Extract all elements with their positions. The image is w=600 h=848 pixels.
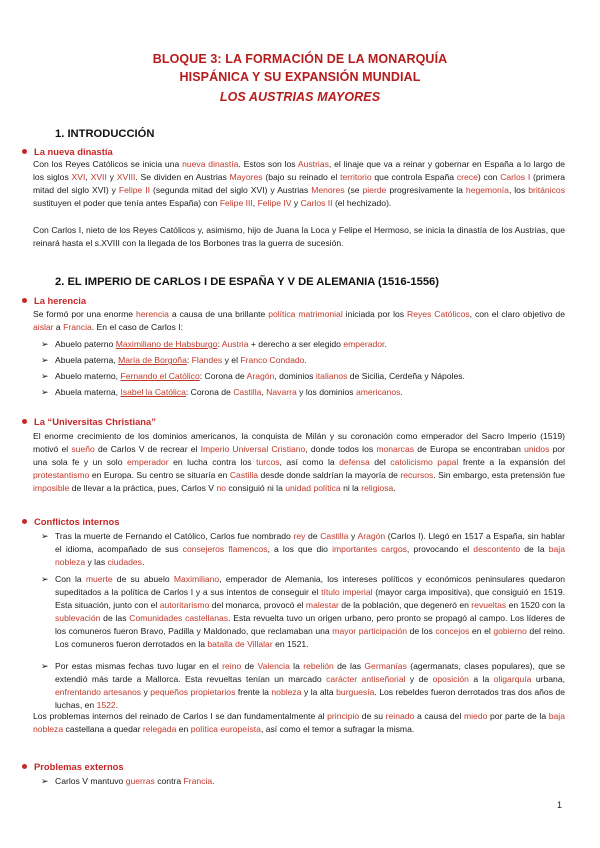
bullet-heading-conflictos-internos: Conflictos internos: [22, 516, 119, 527]
bullet-dot-icon: [22, 764, 27, 769]
paragraph-herencia: Se formó por una enorme herencia a causa de una brillante política matrimonial iniciada por los Reyes Católicos, con el claro objetivo de aislar a Francia. En el caso de Carlos I:: [33, 309, 565, 332]
list-item-abuelo-paterno: ➢ Abuelo paterno Maximiliano de Habsburgo: Austria + derecho a ser elegido emperador.: [41, 339, 387, 349]
list-item-conflicto-2: ➢ Con la muerte de su abuelo Maximiliano, emperador de Alemania, los intereses políticos y económicos peninsulares quedaron supeditados a la política de Carlos I y a sus intentos de conseguir el título imperial (mayor carga impositiva), que consiguió en 1519. Esta situación, junto con el autoritarismo del monarca, provocó el malestar de la población, que degeneró en revueltas en 1520 con la sublevación de las Comunidades castellanas. Esta revuelta tuvo un origen urbano, pero pronto se propagó al campo. Los líderes de los comuneros fueron Bravo, Padilla y Maldonado, que reclamaban una mayor participación de los concejos en el gobierno del reino. Los comuneros fueron derrotados en la batalla de Villalar en 1521.: [41, 574, 566, 649]
bullet-heading-nueva-dinastia: La nueva dinastía: [22, 146, 113, 157]
document-title-line-2: HISPÁNICA Y SU EXPANSIÓN MUNDIAL: [179, 70, 421, 84]
bullet-heading-universitas: La “Universitas Christiana”: [22, 416, 156, 427]
list-item-abuela-materna: ➢ Abuela materna, Isabel la Católica: Corona de Castilla, Navarra y los dominios americanos.: [41, 387, 403, 397]
arrow-bullet-icon: ➢: [41, 531, 49, 541]
bullet-heading-problemas-externos: Problemas externos: [22, 761, 124, 772]
section-heading-imperio-carlos: 2. EL IMPERIO DE CARLOS I DE ESPAÑA Y V DE ALEMANIA (1516-1556): [55, 276, 439, 288]
list-item-conflicto-3: ➢ Por estas mismas fechas tuvo lugar en el reino de Valencia la rebelión de las Germanías (agermanats, clases populares), que se extendió más tarde a Mallorca. Esta revueltas tenían un marcado carácter antiseñorial y de oposición a la oligarquía urbana, enfrentando artesanos y pequeños propietarios frente la nobleza y la alta burguesía. Los rebeldes fueron derrotados tras dos años de luchas, en 1522.: [41, 661, 565, 710]
bullet-dot-icon: [22, 298, 27, 303]
bullet-dot-icon: [22, 519, 27, 524]
paragraph-intro-1: Con los Reyes Católicos se inicia una nueva dinastía. Estos son los Austrias, el linaje que va a reinar y gobernar en España a lo largo de los siglos XVI, XVII y XVIII. Se dividen en Austrias Mayores (bajo su reinado el territorio que controla España crece) con Carlos I (primera mitad del siglo XVI) y Felipe II (segunda mitad del siglo XVI) y Austrias Menores (se pierde progresivamente la hegemonía, los británicos sustituyen el poder que tenía antes España) con Felipe III, Felipe IV y Carlos II (el hechizado).: [33, 159, 566, 208]
paragraph-conflictos-closing: Los problemas internos del reinado de Carlos I se dan fundamentalmente al principio de su reinado a causa del miedo por parte de la baja nobleza castellana a quedar relegada en política europeísta, así como el temor a sufragar la misma.: [33, 711, 565, 734]
section-heading-introduccion: 1. INTRODUCCIÓN: [55, 128, 155, 140]
paragraph-universitas: El enorme crecimiento de los dominios americanos, la conquista de Milán y su coronación como emperador del Sacro Imperio (1519) motivó el sueño de Carlos V de recrear el Imperio Universal Cristiano, donde todos los monarcas de Europa se encontraban unidos por una sola fe y un solo emperador en lucha contra los turcos, así como la defensa del catolicismo papal frente a la expansión del protestantismo en Europa. Su centro se situaría en Castilla desde donde saldrían la mayoría de recursos. Sin embargo, esta pretensión fue imposible de llevar a la práctica, pues, Carlos V no consiguió ni la unidad política ni la religiosa.: [33, 431, 566, 493]
arrow-bullet-icon: ➢: [41, 387, 49, 397]
list-item-externo-1: ➢ Carlos V mantuvo guerras contra Francia.: [41, 776, 215, 786]
paragraph-intro-2: Con Carlos I, nieto de los Reyes Católicos y, asimismo, hijo de Juana la Loca y Felipe el Hermoso, se inicia la dinastía de los Austrias, que reinará hasta el s.XVIII con la llegada de los Borbones tras la guerra de sucesión.: [33, 225, 565, 248]
document-title-line-1: BLOQUE 3: LA FORMACIÓN DE LA MONARQUÍA: [152, 52, 448, 66]
arrow-bullet-icon: ➢: [41, 574, 49, 584]
bullet-dot-icon: [22, 419, 27, 424]
bullet-dot-icon: [22, 149, 27, 154]
page-number: 1: [556, 800, 562, 810]
arrow-bullet-icon: ➢: [41, 661, 49, 671]
arrow-bullet-icon: ➢: [41, 355, 49, 365]
list-item-abuela-paterna: ➢ Abuela paterna, María de Borgoña: Flandes y el Franco Condado.: [41, 355, 307, 365]
arrow-bullet-icon: ➢: [41, 339, 49, 349]
arrow-bullet-icon: ➢: [41, 371, 49, 381]
arrow-bullet-icon: ➢: [41, 776, 49, 786]
document-subtitle: LOS AUSTRIAS MAYORES: [219, 90, 381, 104]
list-item-abuelo-materno: ➢ Abuelo materno, Fernando el Católico: Corona de Aragón, dominios italianos de Sicilia, Cerdeña y Nápoles.: [41, 371, 465, 381]
bullet-heading-herencia: La herencia: [22, 295, 86, 306]
list-item-conflicto-1: ➢ Tras la muerte de Fernando el Católico, Carlos fue nombrado rey de Castilla y Aragón (Carlos I). Llegó en 1517 a España, sin hablar el idioma, acompañado de sus consejeros flamencos, a los que dio importantes cargos, provocando el descontento de la baja nobleza y las ciudades.: [41, 531, 565, 567]
